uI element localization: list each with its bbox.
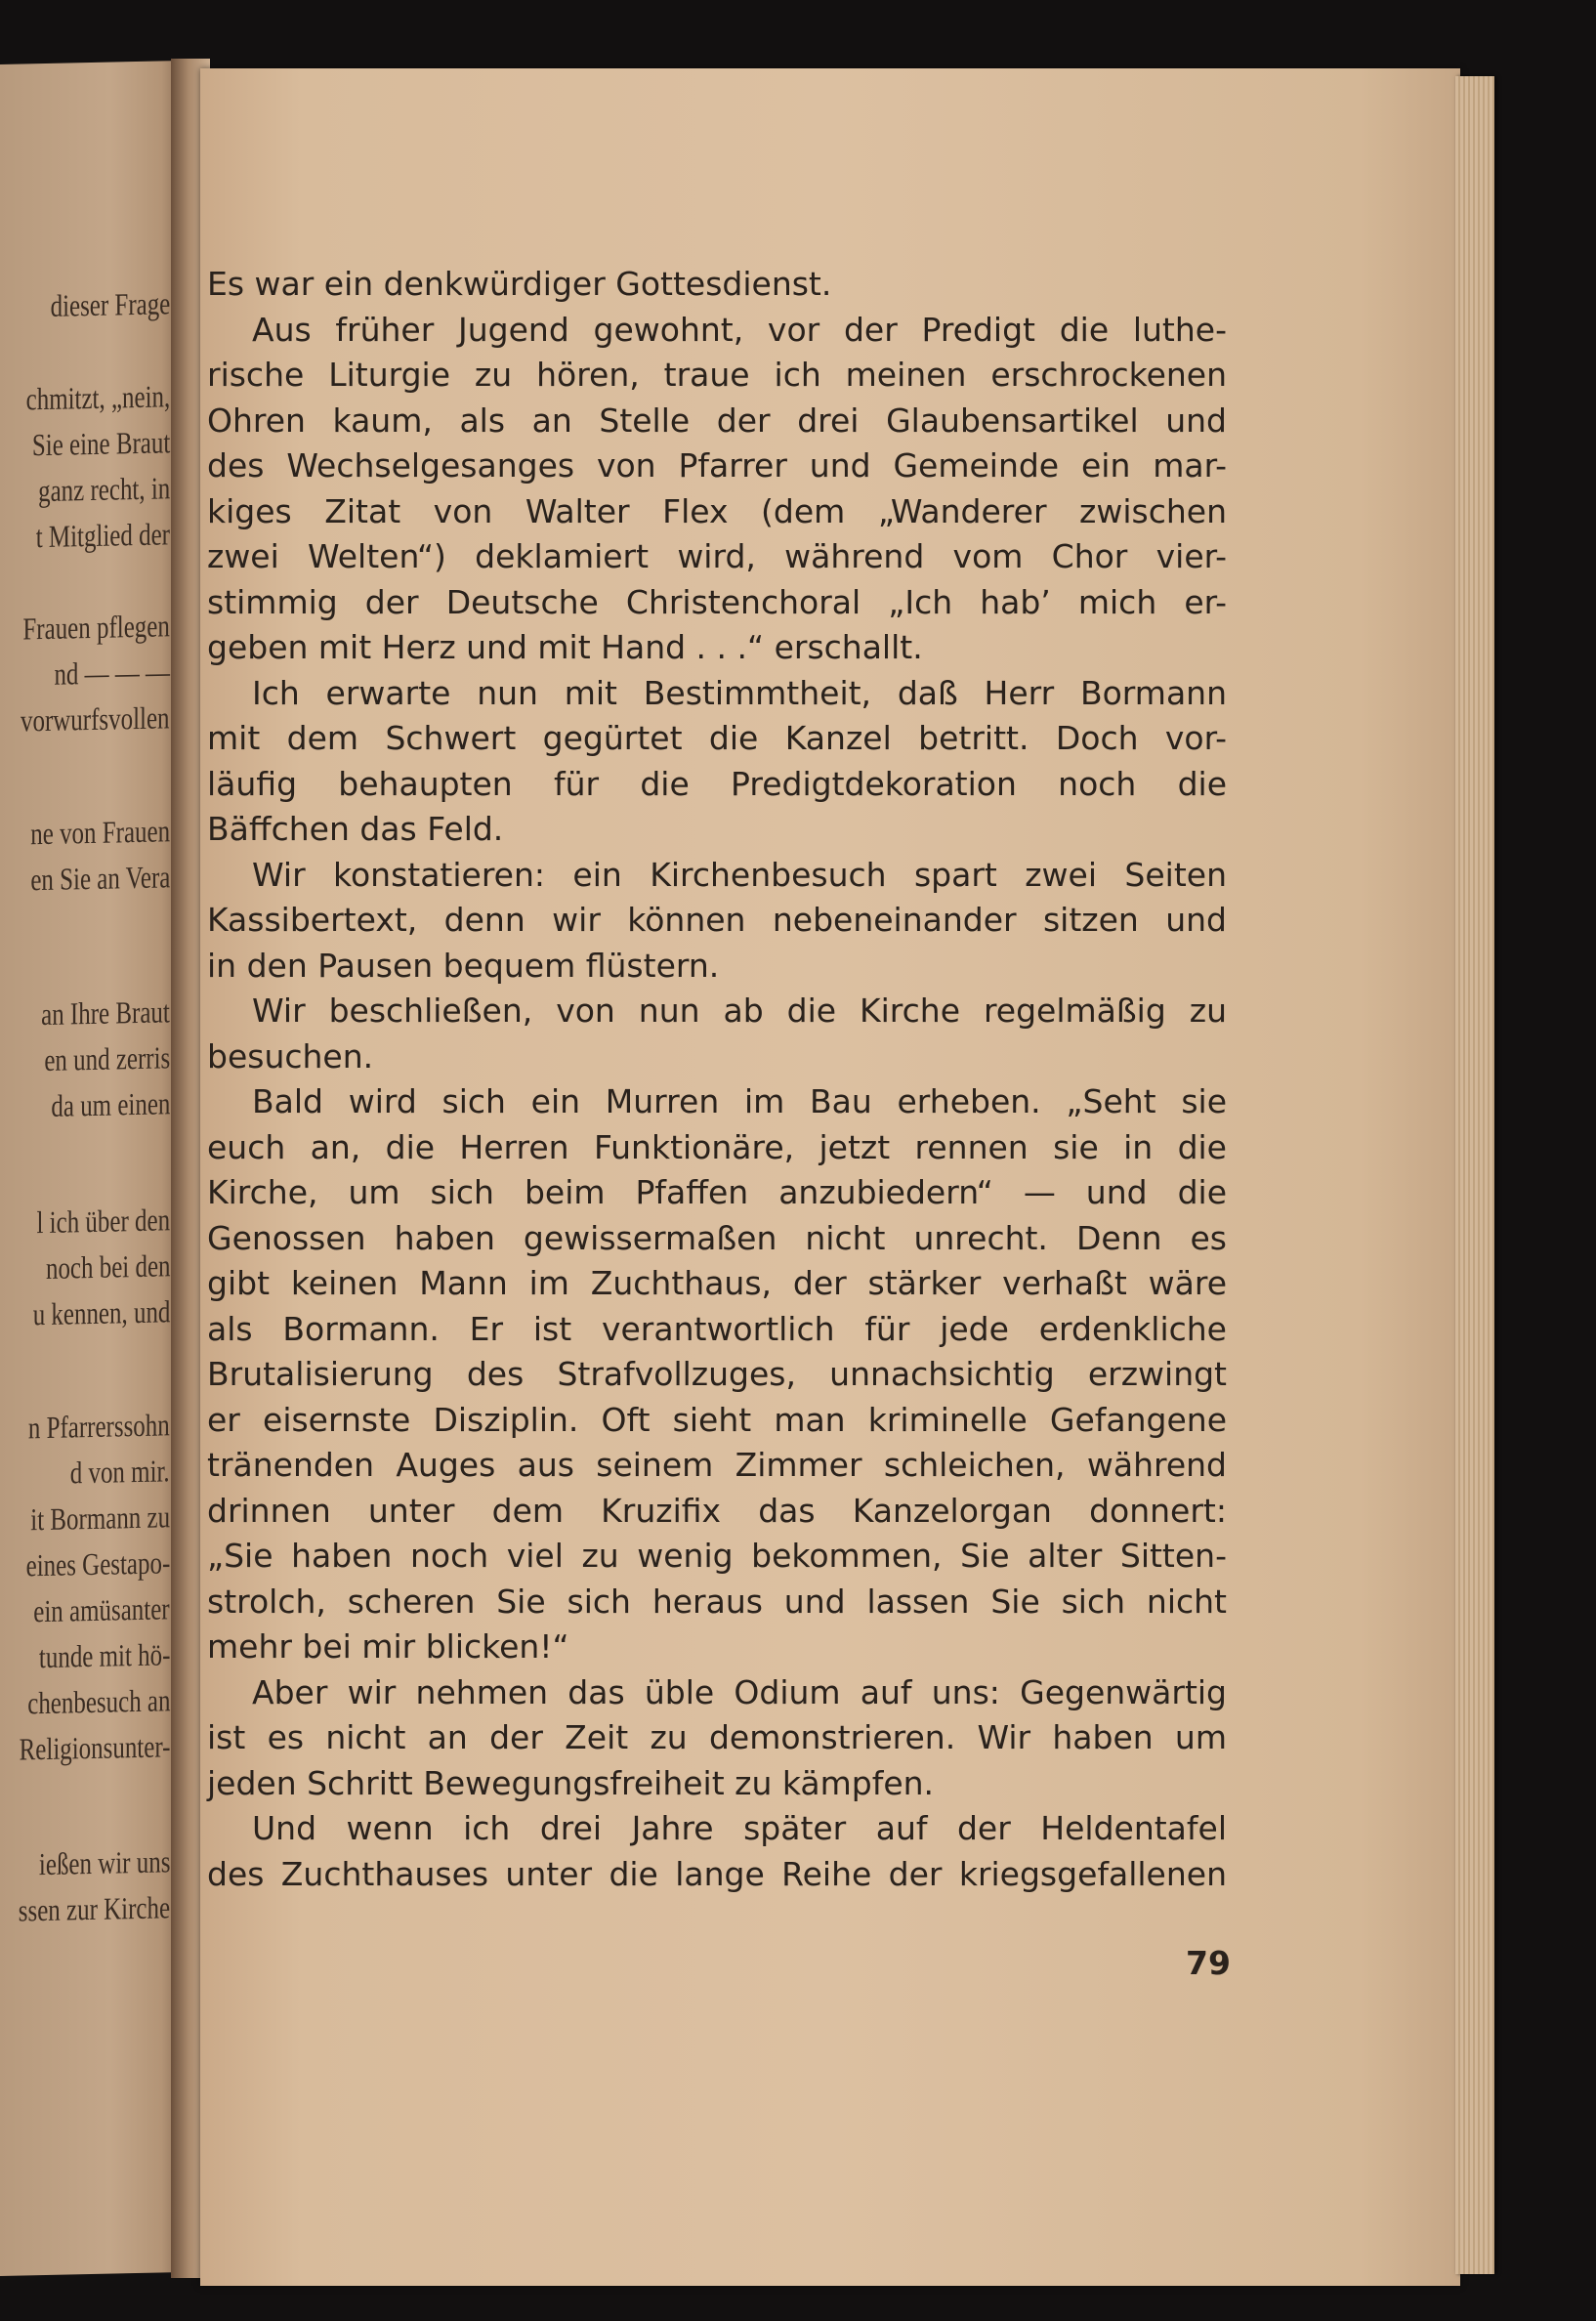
text-line: geben mit Herz und mit Hand . . .“ erschallt. [207,628,923,666]
text-line: Bald wird sich ein Murren im Bau erheben. „Seht sie [252,1082,1227,1120]
text-line: Genossen haben gewissermaßen nicht unrecht. Denn es [207,1218,1227,1257]
left-page-line: en und zerris [44,1039,170,1077]
left-page-line: it Bormann zu [30,1498,170,1538]
left-page-line: en Sie an Vera [29,859,170,898]
text-line: zwei Welten“) deklamiert wird, während vom Chor vier- [207,537,1227,575]
left-page-line: l ich über den [36,1202,170,1241]
left-page-line: da um einen [51,1085,170,1123]
text-line: gibt keinen Mann im Zuchthaus, der stärker verhaßt wäre [207,1264,1227,1302]
text-line: tränenden Auges aus seinem Zimmer schleichen, während [207,1446,1227,1484]
text-line: jeden Schritt Bewegungsfreiheit zu kämpfen. [207,1763,935,1802]
paragraph [207,1670,1227,1807]
text-line: „Sie haben noch viel zu wenig bekommen, Sie alter Sitten- [207,1537,1227,1575]
left-page-line: d von mir. [70,1453,170,1491]
text-line: in den Pausen bequem flüstern. [207,946,720,985]
left-page-line: vorwurfsvollen [21,699,170,738]
paragraph [207,262,1227,308]
left-page-line: Frauen pflegen [22,608,170,647]
text-line: rische Liturgie zu hören, traue ich meinen erschrockenen [207,356,1227,394]
left-page-line: eines Gestapo- [25,1544,170,1583]
paragraph [207,1079,1227,1670]
text-line: Bäffchen das Feld. [207,810,504,848]
text-line: Aber wir nehmen das üble Odium auf uns: Gegenwärtig [252,1672,1227,1711]
text-line: besuchen. [207,1036,374,1076]
left-page-line: an Ihre Braut [41,993,170,1033]
paragraph [207,989,1227,1079]
page-number: 79 [1186,1944,1231,1982]
left-page-line: chmitzt, „nein, [25,378,170,417]
left-page-line: tunde mit hö- [38,1636,170,1675]
text-line: Kassibertext, denn wir können nebeneinander sitzen und [207,901,1227,939]
paragraph [207,853,1227,990]
text-line: des Zuchthauses unter die lange Reihe der kriegsgefallenen [207,1854,1227,1893]
text-line: Wir konstatieren: ein Kirchenbesuch spart zwei Seiten [252,855,1227,894]
paragraph [207,1806,1227,1897]
text-line: euch an, die Herren Funktionäre, jetzt rennen sie in die [207,1127,1227,1166]
left-page-line: nd — — — [54,654,170,692]
text-line: er eisernste Disziplin. Oft sieht man kriminelle Gefangene [207,1400,1227,1439]
left-page-line: ganz recht, in [37,470,170,509]
left-page-line: ießen wir uns [38,1843,170,1882]
text-line: mit dem Schwert gegürtet die Kanzel betritt. Doch vor- [207,719,1227,757]
left-page [0,61,184,2276]
text-line: stimmig der Deutsche Christenchoral „Ich hab’ mich er- [207,582,1227,621]
left-page-line: ne von Frauen [30,813,170,852]
left-page-line: chenbesuch an [26,1682,170,1721]
text-line: Aus früher Jugend gewohnt, vor der Predigt die luthe- [252,310,1227,349]
left-page-line: Sie eine Braut [31,424,170,463]
text-line: läufig behaupten für die Predigtdekoration noch die [207,764,1227,803]
text-line: Ohren kaum, als an Stelle der drei Glaubensartikel und [207,401,1227,440]
paragraph [207,671,1227,853]
text-line: Es war ein denkwürdiger Gottesdienst. [207,265,832,303]
left-page-line: t Mitglied der [35,516,170,555]
text-line: Und wenn ich drei Jahre später auf der Heldentafel [252,1809,1227,1847]
text-line: strolch, scheren Sie sich heraus und lassen Sie sich nicht [207,1582,1227,1621]
left-page-line: u kennen, und [32,1293,170,1332]
text-line: Kirche, um sich beim Pfaffen anzubiedern“ — und die [207,1173,1227,1211]
paragraph [207,308,1227,671]
left-page-line: ein amüsanter [33,1590,170,1629]
left-page-line: noch bei den [45,1247,170,1286]
text-line: Ich erwarte nun mit Bestimmtheit, daß Herr Bormann [252,673,1227,712]
text-line: Brutalisierung des Strafvollzuges, unnachsichtig erzwingt [207,1355,1227,1393]
text-line: mehr bei mir blicken!“ [207,1627,569,1666]
left-page-line: n Pfarrerssohn [28,1407,170,1446]
text-line: Wir beschließen, von nun ab die Kirche regelmäßig zu [252,992,1227,1030]
body-text [207,262,1227,1897]
text-line: des Wechselgesanges von Pfarrer und Gemeinde ein mar- [207,446,1227,485]
text-line: kiges Zitat von Walter Flex (dem „Wanderer zwischen [207,491,1227,530]
left-page-line: ssen zur Kirche [18,1889,170,1928]
left-page-line: dieser Frage [50,285,170,323]
text-line: als Bormann. Er ist verantwortlich für jede erdenkliche [207,1309,1227,1348]
text-line: ist es nicht an der Zeit zu demonstrieren. Wir haben um [207,1718,1227,1756]
page-edges [1455,76,1494,2274]
left-page-line: Religionsunter- [19,1728,170,1767]
text-line: drinnen unter dem Kruzifix das Kanzelorgan donnert: [207,1491,1227,1530]
